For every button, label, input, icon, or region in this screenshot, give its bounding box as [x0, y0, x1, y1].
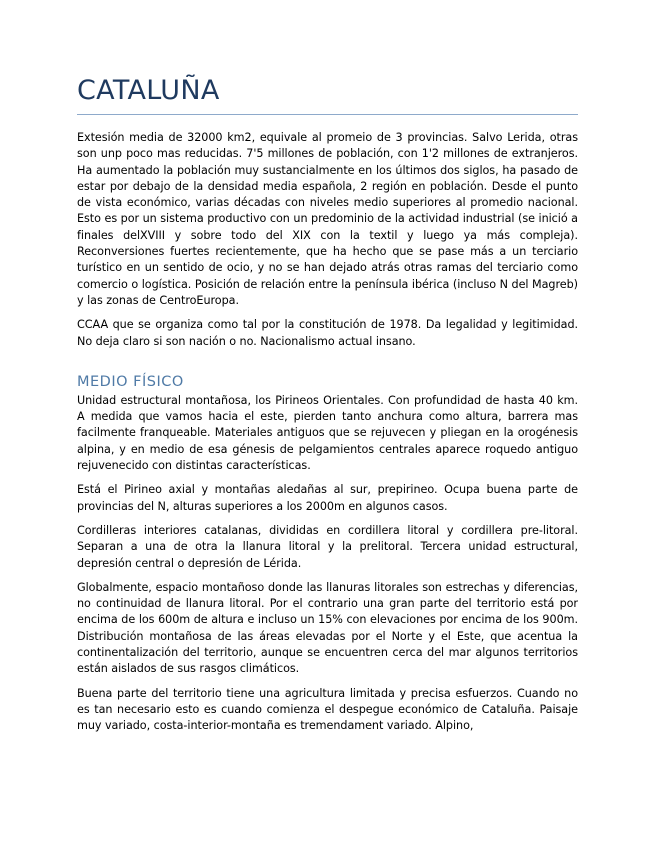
section-paragraph: Globalmente, espacio montañoso donde las llanuras litorales son estrechas y diferencias, no continuidad de llanura litoral. Por el contrario una gran parte del territorio está por encima de los 600m de altura e incluso un 15% con elevaciones por encima de los 900m. Distribución montañosa de las áreas elevadas por el Norte y el Este, que acentua la continentalización del territorio, aunque se encuentren cerca del mar algunos territorios están aislados de sus rasgos climáticos.: [77, 580, 578, 676]
page-title: CATALUÑA: [77, 74, 578, 115]
section-paragraph: Buena parte del territorio tiene una agricultura limitada y precisa esfuerzos. Cuando no es tan necesario esto es cuando comienza el despegue económico de Cataluña. Paisaje muy variado, costa-interior-montaña es tremendament variado. Alpino,: [77, 686, 578, 733]
document-page: [77, 74, 578, 743]
section-paragraph: Está el Pirineo axial y montañas aledañas al sur, prepirineo. Ocupa buena parte de provincias del N, alturas superiores a los 2000m en algunos casos.: [77, 483, 578, 513]
intro-paragraph: CCAA que se organiza como tal por la constitución de 1978. Da legalidad y legitimidad. No deja claro si son nación o no. Nacionalismo actual insano.: [77, 318, 578, 348]
section-heading: MEDIO FÍSICO: [77, 373, 184, 390]
intro-paragraph: Extesión media de 32000 km2, equivale al promeio de 3 provincias. Salvo Lerida, otras son unp poco mas reducidas. 7'5 millones de población, con 1'2 millones de extranjeros. Ha aumentado la población muy sustancialmente en los últimos dos siglos, ha pasado de estar por debajo de la densidad media española, 2 región en población. Desde el punto de vista económico, varias décadas con niveles medio superiores al promedio nacional. Esto es por un sistema productivo con un predominio de la actividad industrial (se inició a finales delXVIII y sobre todo del XIX con la textil y luego ya más compleja). Reconversiones fuertes recientemente, que ha hecho que se pase más a un terciario turístico en un sentido de ocio, y no se han dejado atrás otras ramas del terciario como comercio o logística. Posición de relación entre la península ibérica (incluso N del Magreb) y las zonas de CentroEuropa.: [77, 131, 578, 307]
section-paragraph: Cordilleras interiores catalanas, divididas en cordillera litoral y cordillera pre-litoral. Separan a una de otra la llanura litoral y la prelitoral. Tercera unidad estructural, depresión central o depresión de Lérida.: [77, 523, 578, 570]
section-paragraph: Unidad estructural montañosa, los Pirineos Orientales. Con profundidad de hasta 40 km. A medida que vamos hacia el este, pierden tanto anchura como altura, barrera mas facilmente franqueable. Materiales antiguos que se rejuvecen y pliegan en la orogénesis alpina, y en medio de esa génesis de pelgamientos centrales aparece roquedo antiguo rejuvenecido con distintas características.: [77, 393, 578, 473]
